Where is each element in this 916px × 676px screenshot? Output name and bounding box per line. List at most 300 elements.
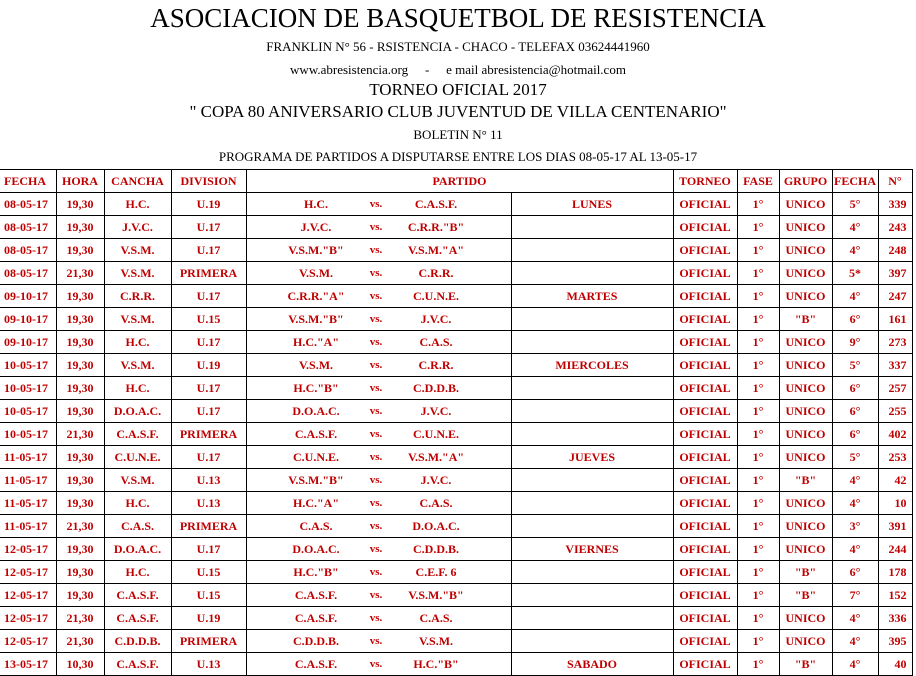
cell-spacer: [246, 630, 266, 653]
cell-torneo: OFICIAL: [673, 354, 737, 377]
cell-division: U.17: [171, 239, 246, 262]
fixture-row: [0, 400, 912, 423]
cell-visiting-team: H.C."B": [386, 653, 486, 676]
cell-hora: 19,30: [56, 308, 104, 331]
cell-grupo: UNICO: [779, 607, 832, 630]
cell-vs: vs.: [366, 607, 386, 630]
website-text: www.abresistencia.org: [290, 62, 409, 77]
cell-fecha-num: 6°: [832, 423, 878, 446]
cell-local-team: H.C.: [266, 193, 366, 216]
cell-dia: [511, 239, 673, 262]
cell-spacer: [246, 469, 266, 492]
cell-fecha: 11-05-17: [0, 446, 56, 469]
cell-cancha: C.A.S.F.: [104, 584, 171, 607]
fixture-row: [0, 584, 912, 607]
cell-fecha: 08-05-17: [0, 216, 56, 239]
cell-division: U.17: [171, 331, 246, 354]
cell-cancha: V.S.M.: [104, 469, 171, 492]
cell-torneo: OFICIAL: [673, 446, 737, 469]
cell-torneo: OFICIAL: [673, 492, 737, 515]
cell-fase: 1°: [737, 469, 779, 492]
cell-fase: 1°: [737, 607, 779, 630]
cell-fecha: 12-05-17: [0, 538, 56, 561]
cell-torneo: OFICIAL: [673, 469, 737, 492]
cell-hora: 21,30: [56, 607, 104, 630]
fixture-row: [0, 285, 912, 308]
cell-grupo: "B": [779, 584, 832, 607]
cell-local-team: C.A.S.F.: [266, 607, 366, 630]
cell-spacer: [246, 331, 266, 354]
cell-division: U.17: [171, 400, 246, 423]
cell-grupo: UNICO: [779, 492, 832, 515]
cell-spacer: [246, 193, 266, 216]
cell-cancha: C.R.R.: [104, 285, 171, 308]
cell-local-team: C.A.S.F.: [266, 423, 366, 446]
cell-division: U.17: [171, 446, 246, 469]
cell-fecha-num: 4°: [832, 538, 878, 561]
cell-hora: 19,30: [56, 331, 104, 354]
cell-spacer: [486, 584, 511, 607]
fixture-row: [0, 216, 912, 239]
cell-spacer: [486, 515, 511, 538]
cell-visiting-team: C.A.S.: [386, 492, 486, 515]
cell-fecha: 12-05-17: [0, 584, 56, 607]
fixture-row: [0, 262, 912, 285]
cell-visiting-team: C.U.N.E.: [386, 423, 486, 446]
cell-torneo: OFICIAL: [673, 377, 737, 400]
fixture-row: [0, 630, 912, 653]
cell-fase: 1°: [737, 446, 779, 469]
cell-numero: 40: [878, 653, 912, 676]
fixture-row: [0, 377, 912, 400]
association-title: ASOCIACION DE BASQUETBOL DE RESISTENCIA: [150, 3, 766, 33]
cell-vs: vs.: [366, 492, 386, 515]
cell-cancha: H.C.: [104, 331, 171, 354]
cell-visiting-team: C.A.S.F.: [386, 193, 486, 216]
cell-spacer: [246, 607, 266, 630]
cell-local-team: D.O.A.C.: [266, 538, 366, 561]
cell-spacer: [486, 377, 511, 400]
cell-numero: 247: [878, 285, 912, 308]
cell-dia: MIERCOLES: [511, 354, 673, 377]
cell-spacer: [486, 492, 511, 515]
cell-fecha: 11-05-17: [0, 492, 56, 515]
cell-vs: vs.: [366, 216, 386, 239]
cell-spacer: [246, 285, 266, 308]
cell-spacer: [486, 308, 511, 331]
cell-vs: vs.: [366, 630, 386, 653]
cell-fecha-num: 4°: [832, 492, 878, 515]
cell-local-team: H.C."A": [266, 331, 366, 354]
cell-dia: [511, 262, 673, 285]
cell-dia: [511, 584, 673, 607]
cell-vs: vs.: [366, 653, 386, 676]
fixture-row: [0, 538, 912, 561]
cell-cancha: V.S.M.: [104, 354, 171, 377]
fixture-row: [0, 607, 912, 630]
cell-fecha: 13-05-17: [0, 653, 56, 676]
cell-numero: 273: [878, 331, 912, 354]
cell-local-team: H.C."B": [266, 561, 366, 584]
cell-division: U.17: [171, 377, 246, 400]
cell-hora: 21,30: [56, 630, 104, 653]
cell-numero: 42: [878, 469, 912, 492]
cell-local-team: V.S.M."B": [266, 239, 366, 262]
fixture-row: [0, 423, 912, 446]
cell-numero: 395: [878, 630, 912, 653]
cell-fase: 1°: [737, 377, 779, 400]
cell-vs: vs.: [366, 262, 386, 285]
cell-grupo: "B": [779, 653, 832, 676]
cell-fecha: 09-10-17: [0, 285, 56, 308]
contact-separator: -: [424, 62, 430, 77]
cell-visiting-team: J.V.C.: [386, 400, 486, 423]
col-header-torneo: TORNEO: [673, 170, 737, 193]
cell-spacer: [486, 630, 511, 653]
cell-vs: vs.: [366, 469, 386, 492]
cell-visiting-team: C.R.R.: [386, 262, 486, 285]
cell-grupo: UNICO: [779, 423, 832, 446]
cell-fecha: 09-10-17: [0, 308, 56, 331]
cell-fecha: 12-05-17: [0, 607, 56, 630]
cell-dia: [511, 377, 673, 400]
cell-spacer: [246, 561, 266, 584]
cell-grupo: UNICO: [779, 262, 832, 285]
cell-grupo: UNICO: [779, 354, 832, 377]
cell-dia: [511, 469, 673, 492]
cell-numero: 397: [878, 262, 912, 285]
cell-hora: 19,30: [56, 193, 104, 216]
cell-fecha: 12-05-17: [0, 630, 56, 653]
cell-fecha: 10-05-17: [0, 377, 56, 400]
cell-vs: vs.: [366, 515, 386, 538]
cell-cancha: J.V.C.: [104, 216, 171, 239]
cell-spacer: [486, 354, 511, 377]
cell-cancha: C.D.D.B.: [104, 630, 171, 653]
cell-torneo: OFICIAL: [673, 193, 737, 216]
cell-dia: [511, 630, 673, 653]
col-header-numero: N°: [878, 170, 912, 193]
cell-cancha: H.C.: [104, 377, 171, 400]
cell-vs: vs.: [366, 377, 386, 400]
cell-cancha: C.A.S.F.: [104, 653, 171, 676]
cell-fecha: 08-05-17: [0, 193, 56, 216]
cell-dia: SABADO: [511, 653, 673, 676]
cell-local-team: V.S.M.: [266, 262, 366, 285]
fixture-table: [0, 169, 913, 676]
fixture-row: [0, 193, 912, 216]
col-header-cancha: CANCHA: [104, 170, 171, 193]
cell-visiting-team: V.S.M."A": [386, 239, 486, 262]
cell-visiting-team: J.V.C.: [386, 308, 486, 331]
cell-hora: 19,30: [56, 584, 104, 607]
cell-visiting-team: C.U.N.E.: [386, 285, 486, 308]
cell-vs: vs.: [366, 446, 386, 469]
cell-hora: 19,30: [56, 377, 104, 400]
cell-hora: 19,30: [56, 538, 104, 561]
cell-numero: 243: [878, 216, 912, 239]
cell-vs: vs.: [366, 308, 386, 331]
cell-division: U.17: [171, 285, 246, 308]
cell-spacer: [246, 515, 266, 538]
cell-grupo: UNICO: [779, 377, 832, 400]
cell-dia: [511, 308, 673, 331]
cell-visiting-team: C.A.S.: [386, 607, 486, 630]
col-header-hora: HORA: [56, 170, 104, 193]
cell-cancha: C.A.S.F.: [104, 607, 171, 630]
cell-spacer: [246, 216, 266, 239]
cell-hora: 21,30: [56, 515, 104, 538]
cell-cancha: H.C.: [104, 561, 171, 584]
cell-fecha-num: 4°: [832, 216, 878, 239]
cell-torneo: OFICIAL: [673, 216, 737, 239]
cell-torneo: OFICIAL: [673, 400, 737, 423]
col-header-partido: PARTIDO: [246, 170, 673, 193]
cell-cancha: V.S.M.: [104, 239, 171, 262]
fixture-row: [0, 492, 912, 515]
col-header-fase: FASE: [737, 170, 779, 193]
cell-spacer: [486, 193, 511, 216]
cell-spacer: [246, 400, 266, 423]
cell-torneo: OFICIAL: [673, 538, 737, 561]
cell-numero: 339: [878, 193, 912, 216]
cell-spacer: [486, 262, 511, 285]
cell-vs: vs.: [366, 239, 386, 262]
cell-fase: 1°: [737, 239, 779, 262]
cell-spacer: [486, 607, 511, 630]
cell-local-team: C.A.S.: [266, 515, 366, 538]
address-line: FRANKLIN N° 56 - RSISTENCIA - CHACO - TELEFAX 03624441960: [266, 39, 650, 54]
cell-spacer: [486, 423, 511, 446]
cell-grupo: UNICO: [779, 216, 832, 239]
cell-hora: 21,30: [56, 262, 104, 285]
cell-hora: 19,30: [56, 561, 104, 584]
cell-grupo: UNICO: [779, 630, 832, 653]
cell-fase: 1°: [737, 216, 779, 239]
col-header-fecha-num: FECHA: [832, 170, 878, 193]
cell-fase: 1°: [737, 262, 779, 285]
cell-grupo: UNICO: [779, 285, 832, 308]
cell-spacer: [246, 446, 266, 469]
cell-numero: 253: [878, 446, 912, 469]
cell-vs: vs.: [366, 285, 386, 308]
cell-fecha-num: 4°: [832, 239, 878, 262]
cell-local-team: C.A.S.F.: [266, 584, 366, 607]
cell-hora: 19,30: [56, 492, 104, 515]
cell-division: U.15: [171, 584, 246, 607]
cell-division: PRIMERA: [171, 262, 246, 285]
cell-fase: 1°: [737, 308, 779, 331]
cell-vs: vs.: [366, 584, 386, 607]
cell-division: U.15: [171, 308, 246, 331]
cell-local-team: C.R.R."A": [266, 285, 366, 308]
cell-visiting-team: C.D.D.B.: [386, 377, 486, 400]
cell-division: U.13: [171, 653, 246, 676]
cell-vs: vs.: [366, 193, 386, 216]
cell-grupo: "B": [779, 469, 832, 492]
cell-grupo: UNICO: [779, 446, 832, 469]
cell-hora: 19,30: [56, 446, 104, 469]
cell-torneo: OFICIAL: [673, 285, 737, 308]
cell-numero: 257: [878, 377, 912, 400]
cell-torneo: OFICIAL: [673, 239, 737, 262]
cell-cancha: V.S.M.: [104, 308, 171, 331]
cell-numero: 248: [878, 239, 912, 262]
cell-spacer: [246, 308, 266, 331]
cell-fecha: 09-10-17: [0, 331, 56, 354]
cell-spacer: [246, 239, 266, 262]
cell-fecha: 08-05-17: [0, 262, 56, 285]
cell-division: U.15: [171, 561, 246, 584]
cell-fase: 1°: [737, 538, 779, 561]
cell-cancha: H.C.: [104, 193, 171, 216]
cell-fecha: 11-05-17: [0, 469, 56, 492]
cell-division: U.19: [171, 354, 246, 377]
cell-spacer: [246, 377, 266, 400]
cell-fecha-num: 4°: [832, 630, 878, 653]
cup-title: " COPA 80 ANIVERSARIO CLUB JUVENTUD DE VILLA CENTENARIO": [189, 102, 727, 121]
fixture-row: [0, 515, 912, 538]
fixture-row: [0, 446, 912, 469]
fixture-row: [0, 239, 912, 262]
cell-visiting-team: C.A.S.: [386, 331, 486, 354]
cell-torneo: OFICIAL: [673, 630, 737, 653]
cell-numero: 337: [878, 354, 912, 377]
cell-dia: [511, 561, 673, 584]
cell-cancha: D.O.A.C.: [104, 400, 171, 423]
cell-spacer: [246, 584, 266, 607]
cell-torneo: OFICIAL: [673, 331, 737, 354]
col-header-fecha: FECHA: [0, 170, 56, 193]
cell-spacer: [486, 239, 511, 262]
cell-hora: 19,30: [56, 216, 104, 239]
cell-numero: 152: [878, 584, 912, 607]
cell-dia: LUNES: [511, 193, 673, 216]
cell-fase: 1°: [737, 331, 779, 354]
cell-local-team: C.A.S.F.: [266, 653, 366, 676]
table-header-row: [0, 170, 912, 193]
cell-cancha: C.A.S.: [104, 515, 171, 538]
cell-hora: 19,30: [56, 239, 104, 262]
cell-hora: 19,30: [56, 354, 104, 377]
cell-torneo: OFICIAL: [673, 308, 737, 331]
email-text: e mail abresistencia@hotmail.com: [446, 62, 626, 77]
cell-division: PRIMERA: [171, 630, 246, 653]
cell-visiting-team: C.E.F. 6: [386, 561, 486, 584]
cell-hora: 21,30: [56, 423, 104, 446]
cell-fecha: 10-05-17: [0, 400, 56, 423]
cell-torneo: OFICIAL: [673, 607, 737, 630]
cell-fase: 1°: [737, 584, 779, 607]
cell-torneo: OFICIAL: [673, 653, 737, 676]
cell-fecha: 11-05-17: [0, 515, 56, 538]
fixture-row: [0, 308, 912, 331]
cell-cancha: D.O.A.C.: [104, 538, 171, 561]
cell-numero: 244: [878, 538, 912, 561]
cell-spacer: [246, 262, 266, 285]
cell-visiting-team: V.S.M."A": [386, 446, 486, 469]
cell-torneo: OFICIAL: [673, 561, 737, 584]
cell-fecha-num: 5°: [832, 354, 878, 377]
cell-dia: [511, 492, 673, 515]
cell-hora: 10,30: [56, 653, 104, 676]
fixture-row: [0, 561, 912, 584]
cell-dia: [511, 216, 673, 239]
cell-local-team: H.C."A": [266, 492, 366, 515]
cell-local-team: H.C."B": [266, 377, 366, 400]
cell-grupo: "B": [779, 308, 832, 331]
col-header-division: DIVISION: [171, 170, 246, 193]
cell-division: U.13: [171, 469, 246, 492]
cell-numero: 391: [878, 515, 912, 538]
cell-fase: 1°: [737, 561, 779, 584]
cell-vs: vs.: [366, 423, 386, 446]
cell-fecha-num: 9°: [832, 331, 878, 354]
cell-grupo: UNICO: [779, 538, 832, 561]
cell-fecha-num: 5°: [832, 446, 878, 469]
cell-division: U.19: [171, 193, 246, 216]
cell-dia: [511, 423, 673, 446]
cell-division: PRIMERA: [171, 423, 246, 446]
cell-visiting-team: V.S.M.: [386, 630, 486, 653]
cell-grupo: UNICO: [779, 239, 832, 262]
cell-division: U.17: [171, 216, 246, 239]
cell-fase: 1°: [737, 423, 779, 446]
cell-fecha-num: 6°: [832, 377, 878, 400]
cell-fecha-num: 6°: [832, 400, 878, 423]
cell-spacer: [246, 538, 266, 561]
cell-vs: vs.: [366, 538, 386, 561]
cell-spacer: [246, 492, 266, 515]
cell-fecha-num: 6°: [832, 561, 878, 584]
cell-grupo: UNICO: [779, 400, 832, 423]
cell-spacer: [486, 653, 511, 676]
cell-spacer: [246, 653, 266, 676]
cell-vs: vs.: [366, 400, 386, 423]
cell-dia: [511, 515, 673, 538]
cell-grupo: UNICO: [779, 331, 832, 354]
cell-spacer: [486, 285, 511, 308]
cell-visiting-team: C.R.R."B": [386, 216, 486, 239]
cell-local-team: J.V.C.: [266, 216, 366, 239]
cell-division: U.13: [171, 492, 246, 515]
cell-vs: vs.: [366, 354, 386, 377]
cell-division: PRIMERA: [171, 515, 246, 538]
cell-numero: 161: [878, 308, 912, 331]
cell-spacer: [486, 561, 511, 584]
cell-fecha: 12-05-17: [0, 561, 56, 584]
cell-fase: 1°: [737, 653, 779, 676]
cell-fase: 1°: [737, 285, 779, 308]
bulletin-number: BOLETIN N° 11: [413, 127, 503, 142]
cell-visiting-team: D.O.A.C.: [386, 515, 486, 538]
cell-fecha: 08-05-17: [0, 239, 56, 262]
cell-numero: 10: [878, 492, 912, 515]
cell-fecha-num: 4°: [832, 469, 878, 492]
cell-numero: 178: [878, 561, 912, 584]
cell-torneo: OFICIAL: [673, 584, 737, 607]
cell-grupo: UNICO: [779, 515, 832, 538]
cell-fecha-num: 4°: [832, 653, 878, 676]
cell-vs: vs.: [366, 561, 386, 584]
cell-vs: vs.: [366, 331, 386, 354]
cell-fase: 1°: [737, 193, 779, 216]
cell-torneo: OFICIAL: [673, 515, 737, 538]
cell-spacer: [246, 423, 266, 446]
cell-cancha: C.U.N.E.: [104, 446, 171, 469]
cell-grupo: "B": [779, 561, 832, 584]
cell-cancha: C.A.S.F.: [104, 423, 171, 446]
